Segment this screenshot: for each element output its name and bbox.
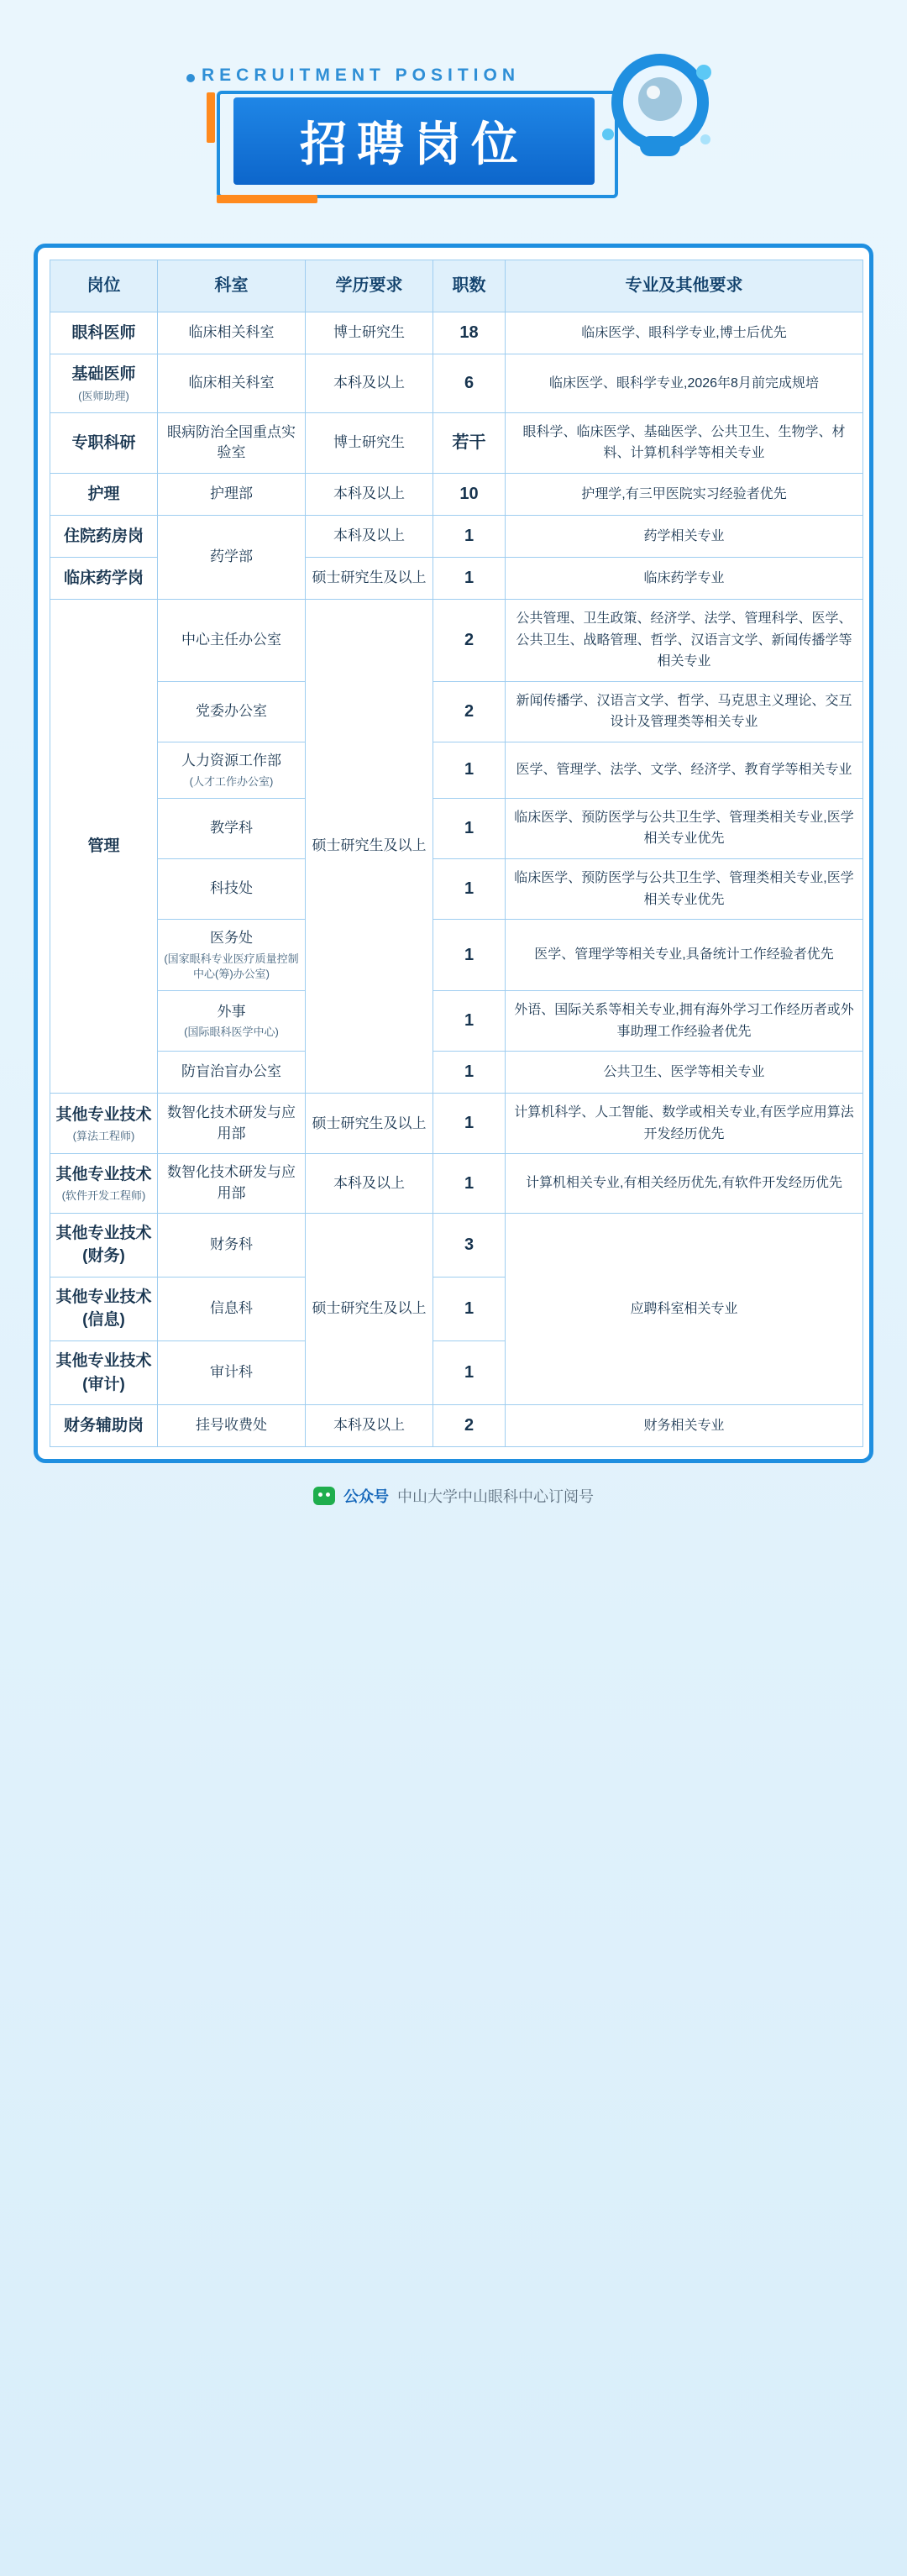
cell-requirement: 临床医学、眼科学专业,博士后优先 [506, 312, 863, 354]
cell-count: 1 [433, 742, 506, 798]
cell-count: 1 [433, 1340, 506, 1404]
cell-requirement: 药学相关专业 [506, 515, 863, 557]
cell-requirement: 新闻传播学、汉语言文学、哲学、马克思主义理论、交互设计及管理类等相关专业 [506, 681, 863, 742]
cell-position: 其他专业技术(信息) [50, 1277, 158, 1340]
cell-education: 本科及以上 [306, 1154, 433, 1213]
cell-department: 数智化技术研发与应用部 [158, 1094, 306, 1154]
col-header-count: 职数 [433, 260, 506, 312]
cell-requirement: 临床医学、眼科学专业,2026年8月前完成规培 [506, 354, 863, 413]
table-row [50, 1154, 863, 1213]
cell-department: 信息科 [158, 1277, 306, 1340]
header-accent-left [207, 92, 215, 143]
cell-department-sub: (人才工作办公室) [189, 774, 274, 788]
cell-requirement: 财务相关专业 [506, 1405, 863, 1447]
table-row [50, 599, 863, 681]
col-header-education: 学历要求 [306, 260, 433, 312]
cell-education: 博士研究生 [306, 412, 433, 473]
cell-department-main: 人力资源工作部 [181, 752, 281, 769]
footer [34, 1485, 873, 1507]
cell-count: 若干 [433, 412, 506, 473]
cell-position: 护理 [50, 473, 158, 515]
cell-position: 财务辅助岗 [50, 1405, 158, 1447]
cell-requirement: 医学、管理学、法学、文学、经济学、教育学等相关专业 [506, 742, 863, 798]
cell-department: 防盲治盲办公室 [158, 1052, 306, 1094]
cell-education: 本科及以上 [306, 515, 433, 557]
cell-count: 1 [433, 515, 506, 557]
cell-department-sub: (国际眼科医学中心) [184, 1026, 279, 1039]
cell-department [158, 920, 306, 991]
recruitment-table-card [34, 244, 873, 1463]
cell-requirement: 公共卫生、医学等相关专业 [506, 1052, 863, 1094]
cell-requirement: 外语、国际关系等相关专业,拥有海外学习工作经历者或外事助理工作经验者优先 [506, 991, 863, 1052]
cell-count: 1 [433, 1154, 506, 1213]
cell-count: 1 [433, 1277, 506, 1340]
cell-position: 其他专业技术(审计) [50, 1340, 158, 1404]
cell-department: 挂号收费处 [158, 1405, 306, 1447]
cell-requirement: 计算机科学、人工智能、数学或相关专业,有医学应用算法开发经历优先 [506, 1094, 863, 1154]
cell-education: 本科及以上 [306, 473, 433, 515]
cell-department: 科技处 [158, 858, 306, 919]
table-row [50, 991, 863, 1052]
page-title-text: 招聘岗位 [300, 118, 528, 171]
cell-count: 1 [433, 798, 506, 858]
cell-requirement: 临床药学专业 [506, 557, 863, 599]
table-row [50, 312, 863, 354]
cell-department: 教学科 [158, 798, 306, 858]
cell-count: 10 [433, 473, 506, 515]
cell-education: 本科及以上 [306, 1405, 433, 1447]
cell-department: 药学部 [158, 515, 306, 599]
cell-count: 6 [433, 354, 506, 413]
cell-position [50, 354, 158, 413]
cell-position-sub: (算法工程师) [72, 1130, 135, 1143]
cell-count: 1 [433, 1052, 506, 1094]
cell-department: 临床相关科室 [158, 312, 306, 354]
cell-position: 临床药学岗 [50, 557, 158, 599]
table-row [50, 681, 863, 742]
recruitment-table [50, 260, 863, 1447]
cell-requirement: 计算机相关专业,有相关经历优先,有软件开发经历优先 [506, 1154, 863, 1213]
mascot-icon [588, 47, 722, 173]
cell-requirement: 应聘科室相关专业 [506, 1213, 863, 1404]
cell-requirement: 眼科学、临床医学、基础医学、公共卫生、生物学、材料、计算机科学等相关专业 [506, 412, 863, 473]
table-row [50, 1094, 863, 1154]
cell-count: 2 [433, 681, 506, 742]
cell-count: 1 [433, 991, 506, 1052]
cell-education: 硕士研究生及以上 [306, 599, 433, 1093]
col-header-position: 岗位 [50, 260, 158, 312]
page-title [233, 97, 595, 185]
cell-requirement: 医学、管理学等相关专业,具备统计工作经验者优先 [506, 920, 863, 991]
cell-count: 1 [433, 557, 506, 599]
cell-education: 本科及以上 [306, 354, 433, 413]
table-row [50, 354, 863, 413]
col-header-department: 科室 [158, 260, 306, 312]
cell-department [158, 742, 306, 798]
table-row [50, 798, 863, 858]
col-header-requirement: 专业及其他要求 [506, 260, 863, 312]
cell-position-sub: (软件开发工程师) [61, 1189, 146, 1203]
cell-department: 中心主任办公室 [158, 599, 306, 681]
cell-requirement: 公共管理、卫生政策、经济学、法学、管理科学、医学、公共卫生、战略管理、哲学、汉语言文学、新闻传播学等相关专业 [506, 599, 863, 681]
cell-count: 1 [433, 1094, 506, 1154]
table-row [50, 1213, 863, 1277]
cell-department: 眼病防治全国重点实验室 [158, 412, 306, 473]
cell-requirement: 临床医学、预防医学与公共卫生学、管理类相关专业,医学相关专业优先 [506, 858, 863, 919]
cell-count: 2 [433, 1405, 506, 1447]
cell-requirement: 临床医学、预防医学与公共卫生学、管理类相关专业,医学相关专业优先 [506, 798, 863, 858]
cell-department: 党委办公室 [158, 681, 306, 742]
cell-department: 护理部 [158, 473, 306, 515]
cell-count: 18 [433, 312, 506, 354]
cell-position-sub: (医师助理) [78, 389, 129, 402]
cell-position-main: 其他专业技术 [55, 1165, 152, 1183]
table-header-row [50, 260, 863, 312]
cell-position-main: 其他专业技术 [55, 1105, 152, 1124]
cell-position: 眼科医师 [50, 312, 158, 354]
cell-department-main: 外事 [217, 1003, 246, 1020]
cell-education: 硕士研究生及以上 [306, 1094, 433, 1154]
cell-education: 硕士研究生及以上 [306, 1213, 433, 1404]
cell-department: 审计科 [158, 1340, 306, 1404]
footer-text: 中山大学中山眼科中心订阅号 [397, 1488, 594, 1506]
table-row [50, 1405, 863, 1447]
cell-count: 1 [433, 858, 506, 919]
table-row [50, 1052, 863, 1094]
header-accent-bottom [217, 195, 317, 203]
table-row [50, 412, 863, 473]
cell-department-main: 医务处 [210, 930, 253, 947]
cell-position [50, 1154, 158, 1213]
cell-count: 2 [433, 599, 506, 681]
cell-education: 硕士研究生及以上 [306, 557, 433, 599]
page-header [0, 0, 907, 244]
cell-position-main: 基础医师 [71, 365, 136, 383]
cell-position: 其他专业技术(财务) [50, 1213, 158, 1277]
table-row [50, 515, 863, 557]
header-kicker: RECRUITMENT POSITION [202, 66, 521, 85]
cell-position: 专职科研 [50, 412, 158, 473]
table-row [50, 742, 863, 798]
cell-department: 财务科 [158, 1213, 306, 1277]
table-row [50, 920, 863, 991]
cell-department [158, 991, 306, 1052]
cell-education: 博士研究生 [306, 312, 433, 354]
cell-position: 住院药房岗 [50, 515, 158, 557]
cell-department-sub: (国家眼科专业医疗质量控制中心(筹)办公室) [164, 952, 299, 980]
cell-department: 临床相关科室 [158, 354, 306, 413]
table-row [50, 473, 863, 515]
footer-tag: 公众号 [343, 1488, 389, 1506]
wechat-icon [313, 1487, 335, 1505]
cell-requirement: 护理学,有三甲医院实习经验者优先 [506, 473, 863, 515]
cell-position [50, 1094, 158, 1154]
cell-count: 1 [433, 920, 506, 991]
table-row [50, 858, 863, 919]
cell-department: 数智化技术研发与应用部 [158, 1154, 306, 1213]
cell-position: 管理 [50, 599, 158, 1093]
cell-count: 3 [433, 1213, 506, 1277]
